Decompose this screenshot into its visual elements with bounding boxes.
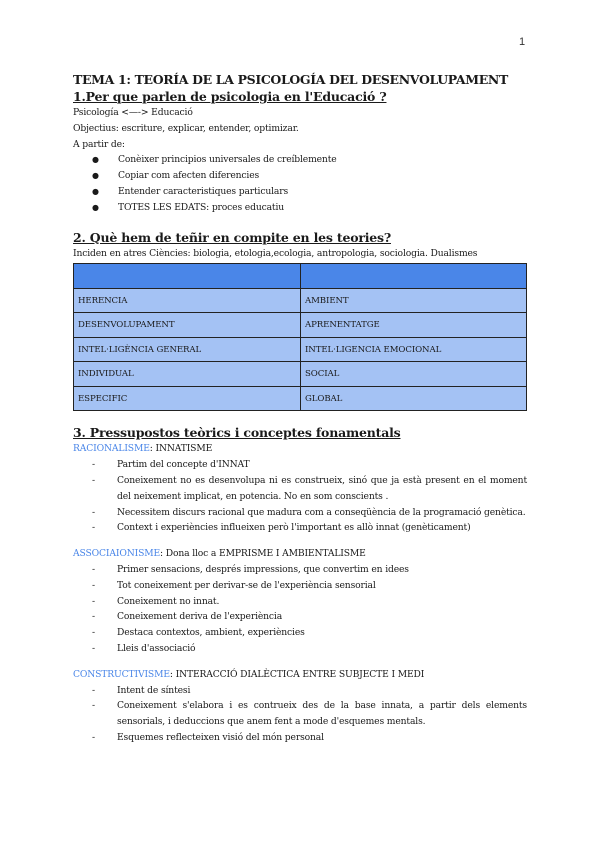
document-body — [73, 71, 527, 746]
dash-icon: - — [92, 579, 95, 591]
page-number: 1 — [519, 36, 526, 48]
section-1-line: A partir de: — [73, 138, 125, 150]
list-item-text: Intent de síntesi — [117, 684, 191, 696]
list-item-text: Tot coneixement per derivar-se de l'experiència sensorial — [117, 579, 376, 591]
list-item-text: Copiar com afecten diferencies — [118, 170, 260, 182]
dash-icon: - — [92, 700, 95, 712]
table-row — [74, 362, 527, 387]
spacer — [73, 536, 527, 546]
dash-icon: - — [92, 684, 95, 696]
dash-icon: - — [92, 474, 95, 486]
racionalisme-list — [73, 457, 527, 536]
list-item — [92, 473, 527, 505]
table-header-row — [74, 264, 527, 289]
spacer — [73, 216, 527, 229]
concept-tag: RACIONALISME — [73, 443, 150, 455]
table-cell: INDIVIDUAL — [74, 362, 301, 387]
list-item-text: Lleis d'associació — [117, 642, 196, 654]
concept-tag: CONSTRUCTIVISME — [73, 668, 170, 680]
document-title: TEMA 1: TEORÍA DE LA PSICOLOGÍA DEL DESENVOLUPAMENT — [73, 72, 508, 87]
table-cell: HERENCIA — [74, 288, 301, 313]
spacer — [73, 411, 527, 424]
list-item-text: Coneixement no es desenvolupa ni es construeix, sinó que ja està present en el moment del neixement implicat, en potencia. No en som conscients . — [117, 474, 527, 502]
section-1-bullet-list — [73, 152, 527, 215]
table-header-cell — [301, 264, 527, 289]
constructivisme-list — [73, 683, 527, 746]
list-item-text: Context i experiències influeixen però l'important es allò innat (genèticament) — [117, 522, 471, 534]
list-item — [92, 625, 527, 641]
table-cell: SOCIAL — [301, 362, 527, 387]
section-2-heading: 2. Què hem de teñir en compite en les teories? — [73, 229, 391, 245]
dash-icon: - — [92, 459, 95, 471]
concept-subtitle: : INTERACCIÓ DIALÈCTICA ENTRE SUBJECTE I MEDI — [169, 668, 425, 680]
list-item-text: Partim del concepte d'INNAT — [117, 459, 250, 471]
list-item — [92, 184, 527, 200]
list-item-text: Coneixement no innat. — [117, 595, 220, 607]
list-item-text: Conèixer principios universales de creíblemente — [118, 154, 337, 166]
dash-icon: - — [92, 642, 95, 654]
list-item — [92, 200, 527, 216]
bullet-icon: ● — [92, 202, 99, 212]
list-item — [92, 609, 527, 625]
table-row — [74, 337, 527, 362]
associaionisme-heading — [73, 546, 527, 562]
list-item — [92, 683, 527, 699]
concept-subtitle: : INNATISME — [149, 443, 213, 455]
list-item — [92, 505, 527, 521]
list-item — [92, 698, 527, 730]
list-item — [92, 520, 527, 536]
list-item — [92, 457, 527, 473]
list-item-text: Coneixement deriva de l'experiència — [117, 611, 283, 623]
bullet-icon: ● — [92, 171, 99, 181]
section-1-heading: 1.Per que parlen de psicologia en l'Educació ? — [73, 89, 387, 104]
table-header-cell — [74, 264, 301, 289]
spacer — [73, 657, 527, 667]
dash-icon: - — [92, 627, 95, 639]
dash-icon: - — [92, 563, 95, 575]
bullet-icon: ● — [92, 186, 99, 196]
section-3-heading: 3. Pressupostos teòrics i conceptes fonamentals — [73, 425, 401, 441]
associaionisme-list — [73, 562, 527, 657]
table-cell: APRENENTATGE — [301, 313, 527, 338]
list-item — [92, 168, 527, 184]
list-item — [92, 578, 527, 594]
table-cell: AMBIENT — [301, 288, 527, 313]
dash-icon: - — [92, 611, 95, 623]
table-cell: GLOBAL — [301, 386, 527, 411]
table-cell: INTEL·LIGÈNCIA GENERAL — [74, 337, 301, 362]
list-item — [92, 641, 527, 657]
section-2-intro: Inciden en atres Ciències: biologia, etologia,ecologia, antropologia, sociologia. Dualismes — [73, 247, 478, 259]
list-item-text: Coneixement s'elabora i es contrueix des de la base innata, a partir dels elements sensorials, i deduccions que anem fent a mode d'esquemes mentals. — [117, 700, 527, 728]
table-row — [74, 386, 527, 411]
list-item — [92, 730, 527, 746]
dash-icon: - — [92, 506, 95, 518]
table-cell: ESPECIFIC — [74, 386, 301, 411]
racionalisme-heading — [73, 441, 527, 457]
dash-icon: - — [92, 731, 95, 743]
bullet-icon: ● — [92, 155, 99, 165]
dash-icon: - — [92, 522, 95, 534]
list-item — [92, 152, 527, 168]
table-cell: INTEL·LIGENCIA EMOCIONAL — [301, 337, 527, 362]
list-item — [92, 594, 527, 610]
concept-subtitle: : Dona lloc a EMPRISME I AMBIENTALISME — [160, 548, 366, 560]
dash-icon: - — [92, 595, 95, 607]
list-item-text: Entender caracteristiques particulars — [118, 185, 289, 197]
list-item-text: TOTES LES EDATS: proces educatiu — [118, 201, 285, 213]
dualisms-table — [73, 263, 527, 411]
table-row — [74, 288, 527, 313]
table-row — [74, 313, 527, 338]
section-1-line: Psicología <—-> Educació — [73, 107, 193, 118]
list-item — [92, 562, 527, 578]
list-item-text: Primer sensacions, després impressions, que convertim en idees — [117, 563, 409, 575]
constructivisme-heading — [73, 667, 527, 683]
concept-tag: ASSOCIAIONISME — [73, 548, 161, 560]
list-item-text: Esquemes reflecteixen visió del món personal — [117, 731, 324, 743]
table-cell: DESENVOLUPAMENT — [74, 313, 301, 338]
list-item-text: Necessitem discurs racional que madura com a conseqüència de la programació genètica. — [117, 506, 526, 518]
list-item-text: Destaca contextos, ambient, experiències — [117, 627, 305, 639]
section-1-line: Objectius: escriture, explicar, entender, optimizar. — [73, 122, 299, 134]
